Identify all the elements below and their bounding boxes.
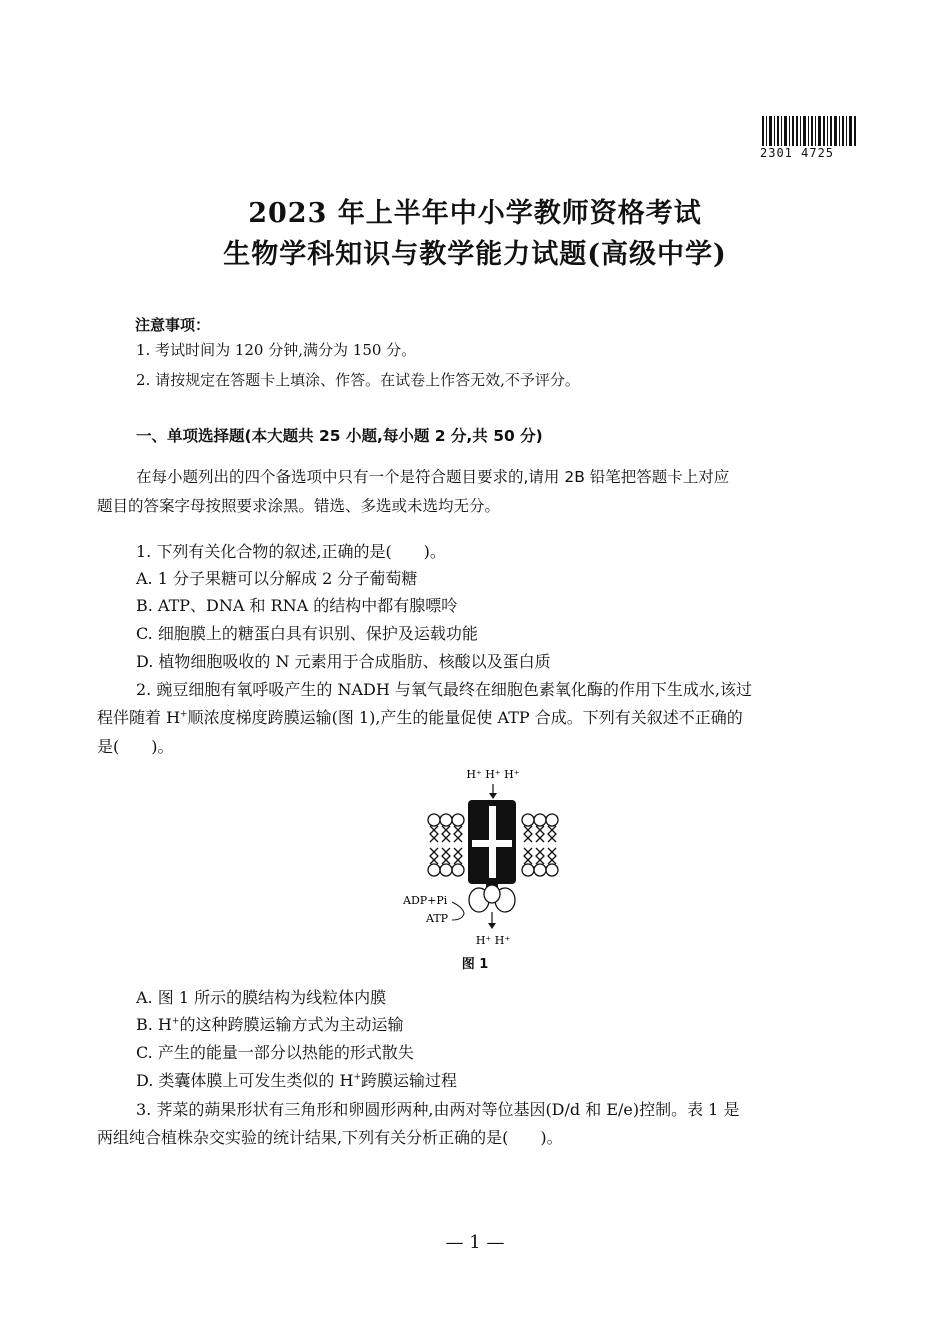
question-2-stem: 是( )。 — [97, 737, 174, 756]
atp-label: ATP — [426, 912, 449, 925]
section-heading: 一、单项选择题(本大题共 25 小题,每小题 2 分,共 50 分) — [136, 427, 543, 445]
page-number: — 1 — — [445, 1232, 505, 1253]
question-1-option-d: D. 植物细胞吸收的 N 元素用于合成脂肪、核酸以及蛋白质 — [136, 652, 551, 671]
question-1-option-c: C. 细胞膜上的糖蛋白具有识别、保护及运载功能 — [136, 624, 478, 643]
section-instruction: 在每小题列出的四个备选项中只有一个是符合题目要求的,请用 2B 铅笔把答题卡上对应 — [136, 468, 730, 486]
notice-heading: 注意事项： — [135, 316, 211, 334]
question-1-stem: 1. 下列有关化合物的叙述,正确的是( )。 — [136, 542, 446, 561]
exam-title: 2023 年上半年中小学教师资格考试 — [248, 198, 702, 229]
barcode — [760, 116, 860, 162]
question-2-option-b: B. H+的这种跨膜运输方式为主动运输 — [136, 1015, 404, 1034]
exam-subtitle: 生物学科知识与教学能力试题(高级中学) — [223, 239, 727, 270]
question-3-stem: 3. 荠菜的蒴果形状有三角形和卵圆形两种,由两对等位基因(D/d 和 E/e)控制。表 1 是 — [136, 1100, 740, 1119]
figure-caption: 图 1 — [461, 957, 489, 972]
adp-pi-label: ADP+Pi — [403, 894, 448, 907]
question-2-option-d: D. 类囊体膜上可发生类似的 H+跨膜运输过程 — [136, 1071, 458, 1090]
barcode-bars — [760, 116, 860, 146]
question-2-option-a: A. 图 1 所示的膜结构为线粒体内膜 — [136, 988, 387, 1007]
question-3-stem: 两组纯合植株杂交实验的统计结果,下列有关分析正确的是( )。 — [97, 1128, 563, 1147]
question-1-option-a: A. 1 分子果糖可以分解成 2 分子葡萄糖 — [136, 569, 418, 588]
notice-item: 2. 请按规定在答题卡上填涂、作答。在试卷上作答无效,不予评分。 — [136, 371, 580, 389]
barcode-number: 2301 4725 — [760, 146, 835, 160]
question-2-stem: 2. 豌豆细胞有氧呼吸产生的 NADH 与氧气最终在细胞色素氧化酶的作用下生成水,该过 — [136, 680, 752, 699]
bottom-h-label: H⁺ H⁺ — [475, 934, 511, 947]
section-instruction: 题目的答案字母按照要求涂黑。错选、多选或未选均无分。 — [97, 497, 501, 515]
question-2-option-c: C. 产生的能量一部分以热能的形式散失 — [136, 1043, 414, 1062]
figure-1-membrane-diagram — [400, 762, 570, 962]
notice-item: 1. 考试时间为 120 分钟,满分为 150 分。 — [136, 341, 417, 359]
atp-synthase-diagram — [400, 762, 570, 962]
question-1-option-b: B. ATP、DNA 和 RNA 的结构中都有腺嘌呤 — [136, 596, 458, 615]
top-h-label: H⁺ H⁺ H⁺ — [466, 768, 520, 781]
question-2-stem: 程伴随着 H+顺浓度梯度跨膜运输(图 1),产生的能量促使 ATP 合成。下列有关叙述不正确的 — [97, 708, 743, 727]
